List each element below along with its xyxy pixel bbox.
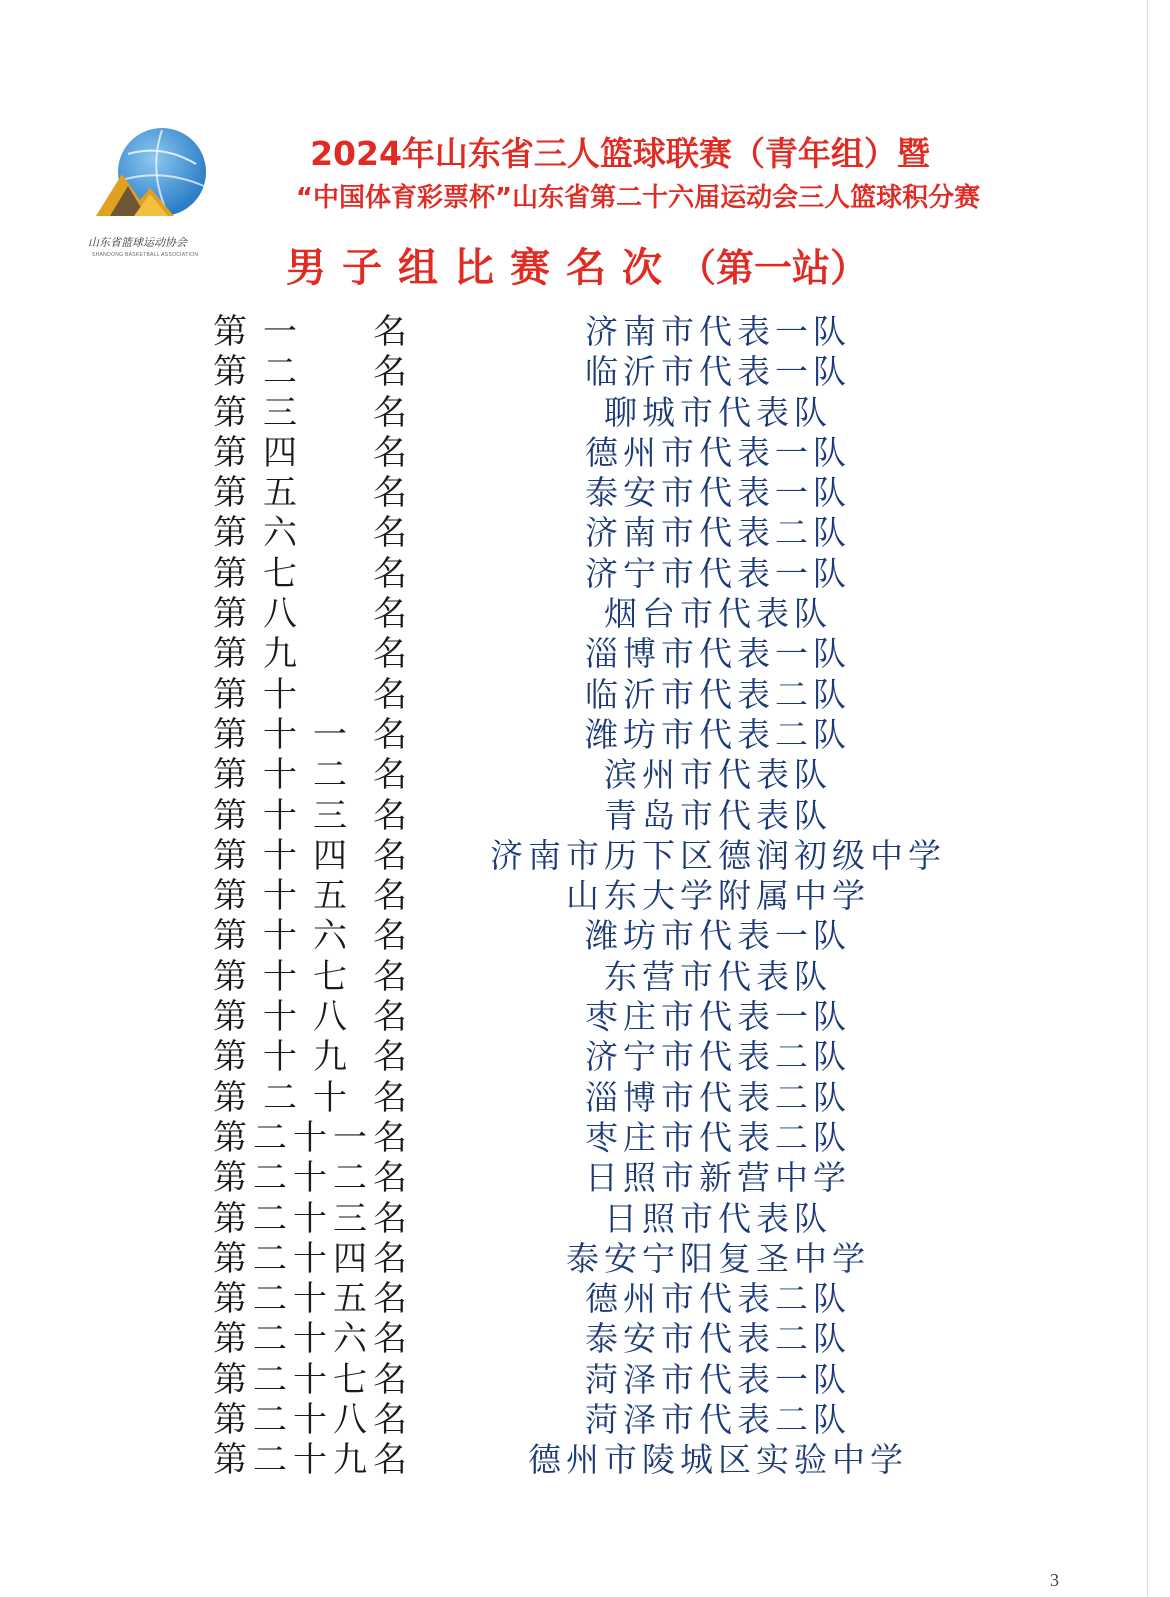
rank-char: 第 <box>213 1319 247 1360</box>
rank-char: 五 <box>333 1279 367 1320</box>
team-name: 淄博市代表二队 <box>585 1077 851 1117</box>
rank-char: 第 <box>213 916 247 957</box>
ranking-row <box>208 473 1008 513</box>
rank-char: 六 <box>263 513 297 554</box>
rank-char: 十 <box>293 1117 327 1158</box>
rank-char: 名 <box>373 876 407 917</box>
rank-label <box>208 513 408 553</box>
rank-label <box>208 796 408 836</box>
ranking-row <box>208 1078 1008 1118</box>
ranking-row <box>208 1440 1008 1480</box>
team-name: 东营市代表队 <box>604 956 832 996</box>
rank-char: 名 <box>373 1037 407 1078</box>
rank-char: 第 <box>213 392 247 433</box>
rank-char: 八 <box>263 594 297 635</box>
rank-char: 名 <box>373 1359 407 1400</box>
ranking-row <box>208 1319 1008 1359</box>
team-name: 潍坊市代表一队 <box>585 916 851 956</box>
rank-char: 第 <box>213 1238 247 1279</box>
team-name: 枣庄市代表二队 <box>585 1117 851 1157</box>
team-name: 日照市代表队 <box>604 1198 832 1238</box>
rank-char: 七 <box>313 956 347 997</box>
team-name: 德州市代表一队 <box>585 432 851 472</box>
title-main: 男子组比赛名次 <box>286 245 678 291</box>
ranking-row <box>208 796 1008 836</box>
rank-char: 二 <box>263 352 297 393</box>
team-name: 枣庄市代表一队 <box>585 997 851 1037</box>
rank-char: 第 <box>213 755 247 796</box>
rank-label <box>208 1279 408 1319</box>
ranking-row <box>208 393 1008 433</box>
rank-label <box>208 1158 408 1198</box>
team-name: 日照市新营中学 <box>585 1158 851 1198</box>
rank-char: 九 <box>313 1037 347 1078</box>
rank-char: 二 <box>253 1279 287 1320</box>
rank-label <box>208 876 408 916</box>
rank-char: 十 <box>263 1037 297 1078</box>
rank-char: 十 <box>313 1077 347 1118</box>
team-name: 淄博市代表一队 <box>585 634 851 674</box>
rank-char: 第 <box>213 835 247 876</box>
rank-char: 八 <box>313 997 347 1038</box>
rank-char: 名 <box>373 1238 407 1279</box>
ranking-row <box>208 513 1008 553</box>
ranking-row <box>208 554 1008 594</box>
team-name: 烟台市代表队 <box>604 594 832 634</box>
ranking-row <box>208 352 1008 392</box>
rank-char: 名 <box>373 634 407 675</box>
ranking-row <box>208 836 1008 876</box>
rank-char: 九 <box>263 634 297 675</box>
rank-char: 二 <box>253 1117 287 1158</box>
rank-char: 二 <box>253 1319 287 1360</box>
team-name: 德州市陵城区实验中学 <box>528 1440 908 1480</box>
rank-char: 第 <box>213 634 247 675</box>
ranking-row <box>208 675 1008 715</box>
rank-char: 二 <box>313 755 347 796</box>
team-name: 济南市历下区德润初级中学 <box>490 835 946 875</box>
rank-char: 十 <box>263 795 297 836</box>
rank-char: 三 <box>333 1198 367 1239</box>
ranking-row <box>208 1158 1008 1198</box>
rank-char: 六 <box>313 916 347 957</box>
team-name: 济南市代表二队 <box>585 513 851 553</box>
rank-label <box>208 1440 408 1480</box>
rank-char: 四 <box>313 835 347 876</box>
rank-char: 十 <box>263 916 297 957</box>
rank-char: 十 <box>263 674 297 715</box>
rank-label <box>208 634 408 674</box>
basketball-mountain-icon <box>88 124 228 234</box>
team-name: 青岛市代表队 <box>604 795 832 835</box>
rank-label <box>208 594 408 634</box>
team-name: 泰安市代表一队 <box>585 473 851 513</box>
rank-char: 六 <box>333 1319 367 1360</box>
rank-char: 第 <box>213 473 247 514</box>
rank-char: 第 <box>213 1077 247 1118</box>
rank-char: 五 <box>313 876 347 917</box>
ranking-row <box>208 1239 1008 1279</box>
ranking-row <box>208 715 1008 755</box>
rank-char: 名 <box>373 1117 407 1158</box>
rank-char: 十 <box>263 876 297 917</box>
ranking-row <box>208 1360 1008 1400</box>
rank-char: 第 <box>213 1198 247 1239</box>
rank-char: 十 <box>293 1440 327 1481</box>
ranking-row <box>208 433 1008 473</box>
ranking-row <box>208 594 1008 634</box>
team-name: 济宁市代表一队 <box>585 553 851 593</box>
rank-label <box>208 1239 408 1279</box>
rank-label <box>208 393 408 433</box>
rank-char: 第 <box>213 795 247 836</box>
title-line-3 <box>286 240 976 296</box>
rank-label <box>208 957 408 997</box>
rank-label <box>208 997 408 1037</box>
rank-char: 三 <box>263 392 297 433</box>
rank-char: 十 <box>293 1359 327 1400</box>
rank-label <box>208 1118 408 1158</box>
rank-char: 一 <box>313 714 347 755</box>
ranking-row <box>208 312 1008 352</box>
logo-name-en: SHANDONG BASKETBALL ASSOCIATION <box>92 252 199 258</box>
rank-char: 第 <box>213 876 247 917</box>
team-name: 临沂市代表二队 <box>585 674 851 714</box>
rank-char: 十 <box>293 1198 327 1239</box>
rank-char: 名 <box>373 594 407 635</box>
rank-char: 第 <box>213 1359 247 1400</box>
rank-label <box>208 1037 408 1077</box>
rank-char: 名 <box>373 553 407 594</box>
rank-char: 名 <box>373 1077 407 1118</box>
ranking-row <box>208 997 1008 1037</box>
rank-label <box>208 1319 408 1359</box>
rank-char: 名 <box>373 392 407 433</box>
ranking-row <box>208 1400 1008 1440</box>
rank-char: 十 <box>293 1319 327 1360</box>
ranking-row <box>208 916 1008 956</box>
ranking-row <box>208 957 1008 997</box>
team-name: 临沂市代表一队 <box>585 352 851 392</box>
rank-char: 名 <box>373 916 407 957</box>
rank-char: 二 <box>333 1158 367 1199</box>
logo-name-cn: 山东省篮球运动协会 <box>88 236 187 249</box>
rank-label <box>208 433 408 473</box>
rank-char: 名 <box>373 1279 407 1320</box>
rank-char: 一 <box>263 312 297 352</box>
rank-label <box>208 836 408 876</box>
rank-char: 名 <box>373 1198 407 1239</box>
rank-char: 第 <box>213 1158 247 1199</box>
team-name: 济宁市代表二队 <box>585 1037 851 1077</box>
rank-char: 第 <box>213 513 247 554</box>
rank-char: 二 <box>253 1400 287 1441</box>
rank-char: 四 <box>333 1238 367 1279</box>
rankings-list <box>208 312 1008 1481</box>
rank-label <box>208 554 408 594</box>
rank-char: 名 <box>373 513 407 554</box>
rank-char: 十 <box>263 997 297 1038</box>
rank-char: 名 <box>373 714 407 755</box>
rank-char: 一 <box>333 1117 367 1158</box>
rank-char: 第 <box>213 553 247 594</box>
team-name: 潍坊市代表二队 <box>585 714 851 754</box>
ranking-row <box>208 755 1008 795</box>
rank-label <box>208 755 408 795</box>
team-name: 菏泽市代表二队 <box>585 1400 851 1440</box>
rank-char: 十 <box>293 1238 327 1279</box>
rank-char: 八 <box>333 1400 367 1441</box>
rank-char: 第 <box>213 1400 247 1441</box>
rank-char: 二 <box>253 1238 287 1279</box>
rank-label <box>208 916 408 956</box>
rank-char: 第 <box>213 1440 247 1481</box>
rank-char: 二 <box>253 1359 287 1400</box>
rank-char: 十 <box>263 956 297 997</box>
ranking-row <box>208 876 1008 916</box>
rank-char: 九 <box>333 1440 367 1481</box>
rank-char: 第 <box>213 594 247 635</box>
team-name: 聊城市代表队 <box>604 392 832 432</box>
rank-char: 第 <box>213 714 247 755</box>
rank-char: 五 <box>263 473 297 514</box>
rank-char: 名 <box>373 755 407 796</box>
rank-label <box>208 352 408 392</box>
rank-char: 名 <box>373 1400 407 1441</box>
rank-char: 三 <box>313 795 347 836</box>
rank-char: 十 <box>263 755 297 796</box>
team-name: 泰安宁阳复圣中学 <box>566 1238 870 1278</box>
rank-char: 四 <box>263 432 297 473</box>
rank-char: 第 <box>213 1037 247 1078</box>
rank-char: 第 <box>213 674 247 715</box>
team-name: 滨州市代表队 <box>604 755 832 795</box>
team-name: 菏泽市代表一队 <box>585 1359 851 1399</box>
rank-char: 十 <box>293 1279 327 1320</box>
rank-char: 十 <box>263 835 297 876</box>
rank-label <box>208 473 408 513</box>
rank-char: 名 <box>373 674 407 715</box>
rank-char: 名 <box>373 1319 407 1360</box>
rank-char: 名 <box>373 1158 407 1199</box>
rank-label <box>208 312 408 352</box>
rank-char: 名 <box>373 997 407 1038</box>
rank-char: 第 <box>213 997 247 1038</box>
ranking-row <box>208 1037 1008 1077</box>
rank-char: 名 <box>373 795 407 836</box>
rank-char: 第 <box>213 1117 247 1158</box>
rank-char: 名 <box>373 956 407 997</box>
rank-char: 名 <box>373 1440 407 1481</box>
rank-char: 第 <box>213 312 247 352</box>
rank-label <box>208 1078 408 1118</box>
rank-char: 名 <box>373 432 407 473</box>
rank-char: 十 <box>293 1400 327 1441</box>
association-logo <box>88 124 228 272</box>
page-number: 3 <box>1050 1570 1059 1590</box>
rank-char: 七 <box>263 553 297 594</box>
rank-char: 名 <box>373 312 407 352</box>
rank-label <box>208 1400 408 1440</box>
rank-char: 第 <box>213 352 247 393</box>
rank-label <box>208 715 408 755</box>
rank-char: 二 <box>263 1077 297 1118</box>
title-line-2: “中国体育彩票杯”山东省第二十六届运动会三人篮球积分赛 <box>295 183 981 213</box>
team-name: 德州市代表二队 <box>585 1279 851 1319</box>
team-name: 山东大学附属中学 <box>566 876 870 916</box>
rank-char: 十 <box>293 1158 327 1199</box>
title-stage: （第一站） <box>678 246 869 290</box>
team-name: 泰安市代表二队 <box>585 1319 851 1359</box>
rank-char: 第 <box>213 432 247 473</box>
rank-char: 二 <box>253 1440 287 1481</box>
rank-char: 名 <box>373 835 407 876</box>
ranking-row <box>208 634 1008 674</box>
rank-char: 名 <box>373 473 407 514</box>
rank-char: 第 <box>213 1279 247 1320</box>
ranking-row <box>208 1199 1008 1239</box>
title-line-1: 2024年山东省三人篮球联赛（青年组）暨 <box>310 134 930 173</box>
ranking-row <box>208 1118 1008 1158</box>
rank-char: 二 <box>253 1198 287 1239</box>
rank-label <box>208 675 408 715</box>
rank-char: 二 <box>253 1158 287 1199</box>
ranking-row <box>208 1279 1008 1319</box>
team-name: 济南市代表一队 <box>585 312 851 351</box>
rank-char: 第 <box>213 956 247 997</box>
rank-char: 名 <box>373 352 407 393</box>
rank-char: 七 <box>333 1359 367 1400</box>
rank-label <box>208 1199 408 1239</box>
rank-char: 十 <box>263 714 297 755</box>
rank-label <box>208 1360 408 1400</box>
